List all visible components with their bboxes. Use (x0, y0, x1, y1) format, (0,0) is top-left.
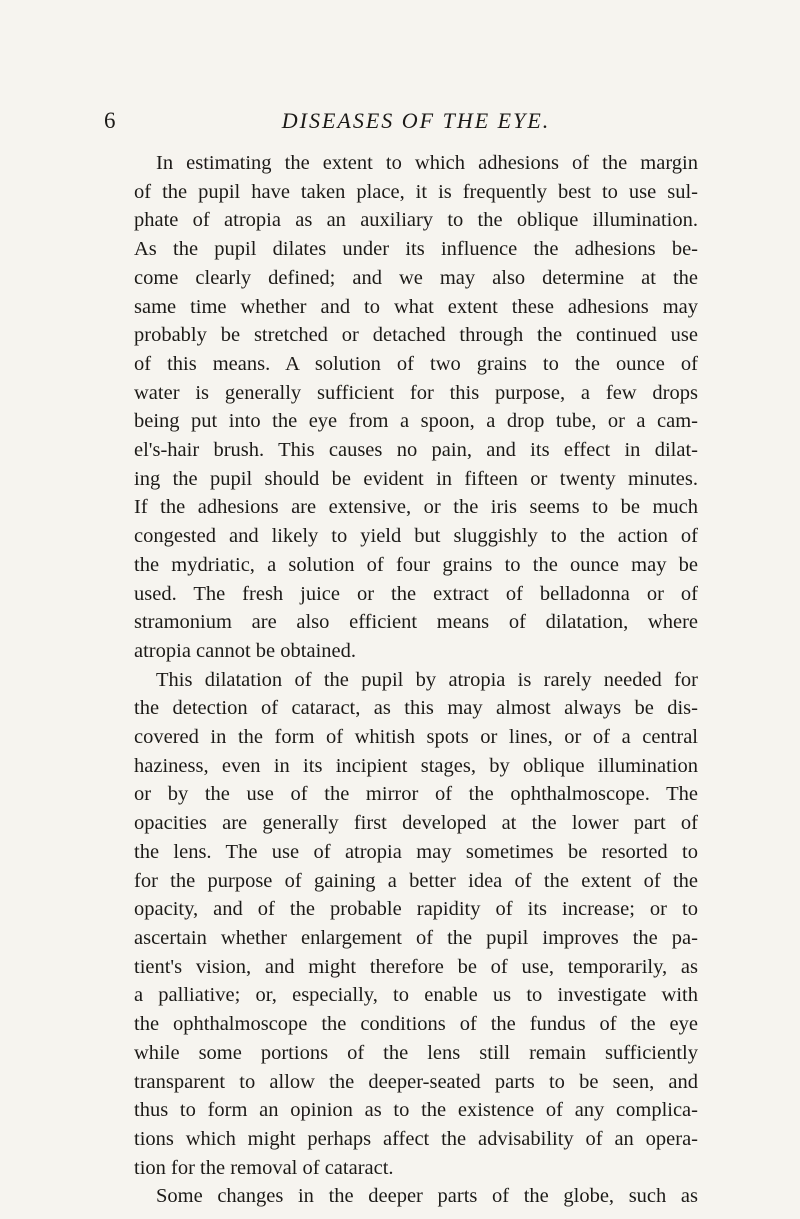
text-line: tions which might perhaps affect the advisability of an opera- (134, 1127, 698, 1150)
text-line: the lens. The use of atropia may sometimes be resorted to (134, 840, 698, 863)
text-line: a palliative; or, especially, to enable us to investigate with (134, 984, 698, 1007)
text-line: for the purpose of gaining a better idea of the extent of the (134, 869, 698, 892)
text-line: water is generally sufficient for this purpose, a few drops (134, 381, 698, 404)
text-line: the ophthalmoscope the conditions of the fundus of the eye (134, 1013, 698, 1036)
text-line: Some changes in the deeper parts of the globe, such as (156, 1185, 698, 1208)
text-line: or by the use of the mirror of the ophthalmoscope. The (134, 783, 698, 806)
text-line: haziness, even in its incipient stages, by oblique illumination (134, 754, 698, 777)
text-line: congested and likely to yield but sluggishly to the action of (134, 525, 698, 548)
text-line: same time whether and to what extent these adhesions may (134, 295, 698, 318)
text-line: el's-hair brush. This causes no pain, and its effect in dilat- (134, 439, 698, 462)
body-text (134, 149, 698, 1211)
text-line: used. The fresh juice or the extract of belladonna or of (134, 582, 698, 605)
text-line: As the pupil dilates under its influence the adhesions be- (134, 238, 698, 261)
text-line: come clearly defined; and we may also determine at the (134, 266, 698, 289)
text-line: ascertain whether enlargement of the pupil improves the pa- (134, 926, 698, 949)
text-line: probably be stretched or detached through the continued use (134, 324, 698, 347)
page-header (104, 108, 724, 138)
text-line: covered in the form of whitish spots or lines, or of a central (134, 726, 698, 749)
page-number: 6 (104, 108, 116, 133)
text-line: the detection of cataract, as this may almost always be dis- (134, 697, 698, 720)
text-line: This dilatation of the pupil by atropia is rarely needed for (156, 668, 698, 691)
text-line: opacity, and of the probable rapidity of its increase; or to (134, 898, 698, 921)
text-line: being put into the eye from a spoon, a drop tube, or a cam- (134, 410, 698, 433)
text-line: In estimating the extent to which adhesions of the margin (156, 152, 698, 174)
text-line: tient's vision, and might therefore be of use, temporarily, as (134, 955, 698, 978)
text-line: while some portions of the lens still remain sufficiently (134, 1041, 698, 1064)
text-line: the mydriatic, a solution of four grains to the ounce may be (134, 553, 698, 576)
text-line: phate of atropia as an auxiliary to the oblique illumination. (134, 209, 698, 232)
text-line: atropia cannot be obtained. (134, 639, 356, 662)
text-line: of the pupil have taken place, it is frequently best to use sul- (134, 180, 698, 203)
text-line: transparent to allow the deeper-seated parts to be seen, and (134, 1070, 698, 1093)
text-line: tion for the removal of cataract. (134, 1156, 394, 1179)
text-line: If the adhesions are extensive, or the iris seems to be much (134, 496, 698, 519)
text-line: thus to form an opinion as to the existence of any complica- (134, 1099, 698, 1122)
text-line: opacities are generally first developed at the lower part of (134, 812, 698, 835)
text-line: stramonium are also efficient means of dilatation, where (134, 611, 698, 634)
text-line: ing the pupil should be evident in fifteen or twenty minutes. (134, 467, 698, 490)
running-head: DISEASES OF THE EYE. (281, 108, 551, 133)
text-line: of this means. A solution of two grains to the ounce of (134, 352, 698, 375)
